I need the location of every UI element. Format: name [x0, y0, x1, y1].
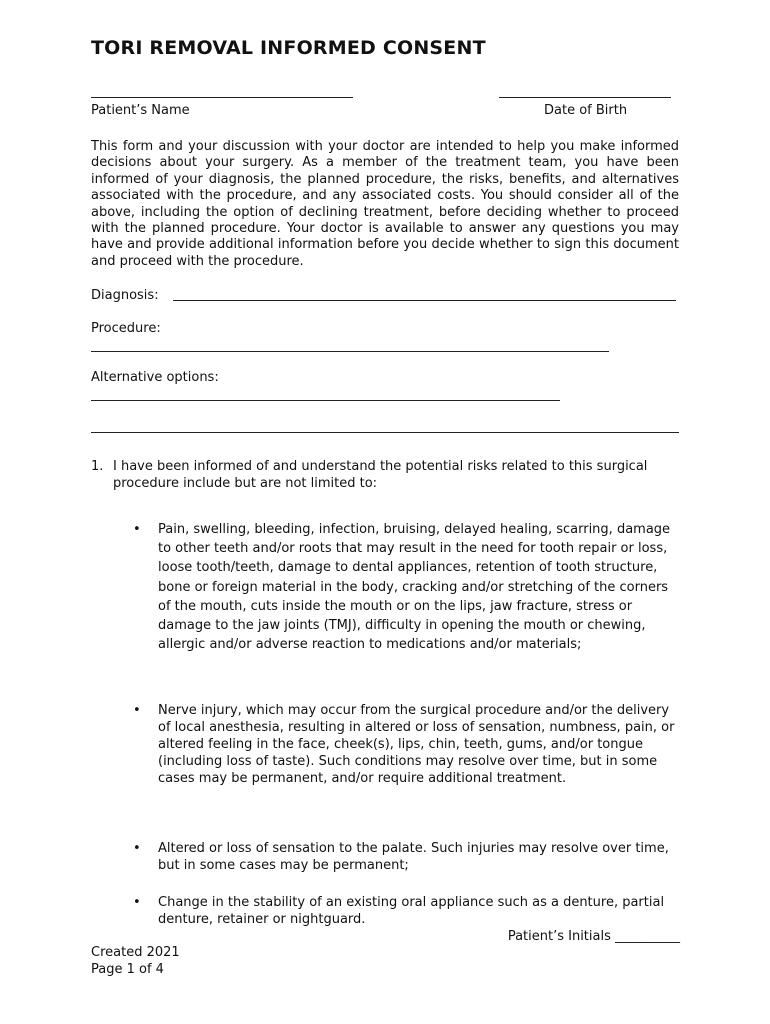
patient-initials-field[interactable]: Patient’s Initials __________ — [507, 929, 680, 944]
diagnosis-line[interactable] — [173, 300, 676, 301]
bullet-icon: • — [133, 522, 141, 537]
patient-name-label: Patient’s Name — [91, 103, 190, 118]
bullet-icon: • — [133, 841, 141, 856]
created-year: Created 2021 — [91, 945, 180, 960]
page-number: Page 1 of 4 — [91, 962, 164, 977]
diagnosis-label: Diagnosis: — [91, 288, 159, 303]
alternative-options-line[interactable] — [91, 400, 560, 401]
item-number: 1. — [91, 459, 104, 474]
date-of-birth-label: Date of Birth — [544, 103, 628, 118]
risk-item: Change in the stability of an existing oral appliance such as a denture, partial denture, retainer or nightguard. — [158, 895, 665, 927]
risk-item: Altered or loss of sensation to the palate. Such injuries may resolve over time, but in some cases may be permanent; — [158, 841, 669, 873]
alternative-options-label: Alternative options: — [91, 370, 219, 385]
bullet-icon: • — [133, 703, 141, 718]
risk-item: Pain, swelling, bleeding, infection, bruising, delayed healing, scarring, damage to other teeth and/or roots that may result in the need for tooth repair or loss, loose tooth/teeth, damage to dental appliances, retention of tooth structure, bone or foreign material in the body, cracking and/or stretching of the corners of the mouth, cuts inside the mouth or on the lips, jaw fracture, stress or damage to the jaw joints (TMJ), difficulty in opening the mouth or chewing, allergic and/or adverse reaction to medications and/or materials; — [158, 522, 671, 653]
procedure-label: Procedure: — [91, 321, 161, 336]
risk-item: Nerve injury, which may occur from the surgical procedure and/or the delivery of local anesthesia, resulting in altered or loss of sensation, numbness, pain, or altered feeling in the face, cheek(s), lips, chin, teeth, gums, and/or tongue (including loss of taste). Such conditions may resolve over time, but in some cases may be permanent, and/or require additional treatment. — [158, 703, 675, 786]
patient-name-line[interactable] — [91, 97, 353, 98]
date-of-birth-line[interactable] — [499, 97, 671, 98]
document-title: TORI REMOVAL INFORMED CONSENT — [91, 37, 486, 59]
item-text: I have been informed of and understand the potential risks related to this surgical procedure include but are not limited to: — [113, 459, 648, 491]
alternative-options-line-2[interactable] — [91, 432, 679, 433]
procedure-line[interactable] — [91, 351, 609, 352]
intro-paragraph: This form and your discussion with your doctor are intended to help you make informed decisions about your surgery. As a member of the treatment team, you have been informed of your diagnosis, the planned procedure, the risks, benefits, and alternatives associated with the procedure, and any associated costs. You should consider all of the above, including the option of declining treatment, before deciding whether to proceed with the planned procedure. Your doctor is available to answer any questions you may have and provide additional information before you decide whether to sign this document and proceed with the procedure. — [91, 139, 679, 269]
bullet-icon: • — [133, 895, 141, 910]
numbered-item-1 — [91, 458, 661, 492]
